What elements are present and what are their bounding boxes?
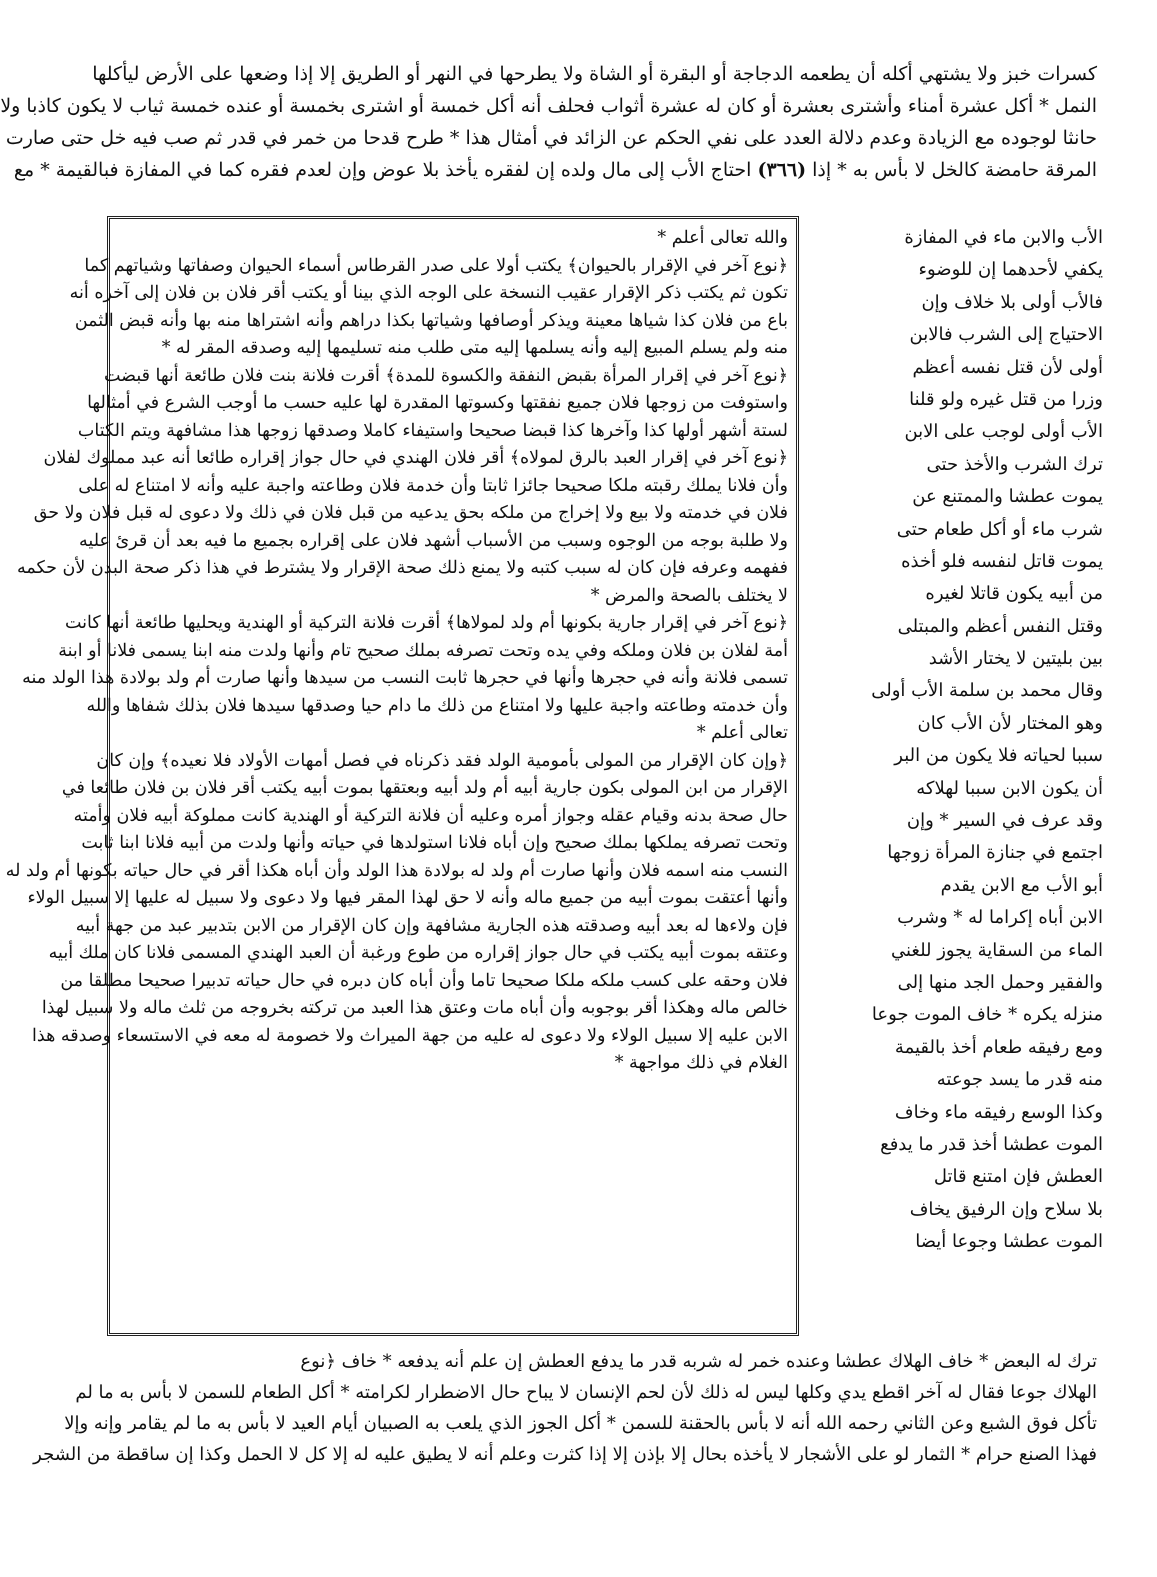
margin-line-20: اجتمع في جنازة المرأة زوجها [887,842,1103,864]
frame-line-12: ولا طلبة بوجه من الوجوه وسبب من الأسباب أشهد فلان على إقراره بجميع ما فيه بعد أن قرئ عليه [79,530,788,551]
frame-line-21: الإقرار من ابن المولى بكون جارية أبيه أم ولد أبيه وبعتقها بموت أبيه يكتب أقر فلان بن فلان طائعا في [61,778,788,798]
frame-line-13: ففهمه وعرفه فإن كان له سبب كتبه ولا يمنع ذلك صحة الإقرار ولا يشترط في هذا ذكر صحة البدن لأن حكمه [16,558,788,578]
margin-line-28: وكذا الوسع رفيقه ماء وخاف [894,1101,1103,1123]
top-line-1: كسرات خبز ولا يشتهي أكله أن يطعمه الدجاجة أو البقرة أو الشاة ولا يطرحها في النهر أو الطريق إلا إذا وضعها على الأرض ليأكلها [92,63,1097,85]
top-line-4-tail: احتاج الأب إلى مال ولده إن لفقره يأخذ بلا عوض وإن لعدم فقره كما في المفازة فبالقيمة * مع [13,159,752,181]
margin-line-25: منزله يكره * خاف الموت جوعا [871,1004,1103,1026]
margin-line-7: الأب أولى لوجب على الابن [904,421,1103,443]
frame-line-28: فلان وحقه على كسب ملكه ملكا صحيحا تاما وأن أباه كان دبره في حال حياته تدبيرا صحيحا مطلقا من [60,970,788,991]
margin-line-12: من أبيه يكون قاتلا لغيره [925,583,1103,605]
frame-line-20: ﴿وإن كان الإقرار من المولى بأمومية الولد فقد ذكرناه في فصل أمهات الأولاد فلا نعيده﴾ وإن كان [96,750,788,771]
margin-line-1: الأب والابن ماء في المفازة [904,227,1103,248]
margin-line-24: والفقير وحمل الجد منها إلى [897,971,1103,993]
frame-line-4: باع من فلان كذا شياها معينة ويذكر أوصافها وشياتها بكذا دراهم وأنه اشتراها منه بها وأنه قبض الثمن [74,310,788,331]
margin-line-4: الاحتياج إلى الشرب فالابن [909,324,1103,346]
frame-line-17: تسمى فلانة وأنه في حجرها وأنها في حجرها ثابت النسب من سيدها وأنها صارت أم ولد بولادة هذا الولد منه [22,668,788,688]
bottom-line-1: ترك له البعض * خاف الهلاك عطشا وعنده خمر له شربه قدر ما يدفع العطش إن علم أنه يدفعه * خاف ﴿نوع [300,1351,1097,1372]
page-number: (٣٦٦) [757,159,807,181]
margin-line-11: يموت قاتل لنفسه فلو أخذه [901,550,1103,572]
margin-line-30: العطش فإن امتنع قاتل [933,1166,1103,1188]
frame-line-29: خالص ماله وهكذا أقر بوجوبه وأن أباه مات وعتق هذا العبد من تركته بخروجه من ثلث ماله ولا سبيل لهذا [41,998,788,1018]
margin-column [805,222,1103,1332]
margin-line-2: يكفي لأحدهما إن للوضوء [918,259,1103,281]
top-line-4-head: المرقة حامضة كالخل لا بأس به * إذا [812,159,1097,181]
margin-line-27: منه قدر ما يسد جوعته [936,1069,1103,1091]
margin-line-15: وقال محمد بن سلمة الأب أولى [871,680,1103,702]
margin-line-10: شرب ماء أو أكل طعام حتى [896,518,1103,540]
frame-line-23: وتحت تصرفه يملكها بملك صحيح وإن أباه فلانا استولدها في حياته وأنها ولدت من أبيه فلانا ابنا ثابت [81,833,788,853]
margin-line-23: الماء من السقاية يجوز للغني [890,939,1103,961]
margin-line-9: يموت عطشا والممتنع عن [912,486,1103,508]
frame-line-30: الابن عليه إلا سبيل الولاء ولا دعوى له عليه من جهة الميراث ولا خصومة له معه في الاستسعاء وصدقه هذا [32,1025,788,1046]
frame-line-1: والله تعالى أعلم * [657,228,788,248]
frame-line-9: ﴿نوع آخر في إقرار العبد بالرق لمولاه﴾ أقر فلان الهندي في حال جواز إقراره طائعا أنه عبد مملوك لفلان [43,448,788,468]
margin-line-16: وهو المختار لأن الأب كان [917,712,1103,734]
frame-line-19: تعالى أعلم * [696,723,788,743]
margin-line-17: سببا لحياته فلا يكون من البر [894,745,1103,767]
margin-line-8: ترك الشرب والأخذ حتى [926,453,1103,475]
bottom-line-2: الهلاك جوعا فقال له آخر اقطع يدي وكلها ليس له ذلك لأن لحم الإنسان لا يباح حال الاضطرار لكرامته * أكل الطعام للسمن لا بأس به ما لم [75,1382,1097,1403]
top-text-block [0,58,1097,186]
margin-line-13: وقتل النفس أعظم والمبتلى [897,615,1103,637]
frame-line-7: واستوفت من زوجها فلان جميع نفقتها وكسوتها المقدرة لها عليه حسب ما أوجب الشرع في أمثالها [87,393,788,413]
frame-line-18: وأن خدمته وطاعته واجبة عليها ولا امتناع من ذلك ما دام حيا وصدقها سيدها فلان بذلك شفاها والله [86,695,788,716]
bottom-line-3: تأكل فوق الشبع وعن الثاني رحمه الله أنه لا بأس بالحقنة للسمن * أكل الجوز الذي يلعب به الصبيان أيام العيد لا بأس به ما لم يقامر وإنه وإلا [64,1413,1097,1434]
bottom-text-block [33,1346,1097,1470]
frame-line-6: ﴿نوع آخر في إقرار المرأة بقبض النفقة والكسوة للمدة﴾ أقرت فلانة بنت فلان طائعة أنها قبضت [103,365,788,386]
frame-line-5: منه ولم يسلم المبيع إليه وأنه يسلمها إليه متى طلب منه تسليمها إليه وصدقه المقر له * [161,338,788,358]
frame-line-2: ﴿نوع آخر في الإقرار بالحيوان﴾ يكتب أولا على صدر القرطاس أسماء الحيوان وصفاتها وشياتهم كما [84,255,788,276]
top-line-4 [13,154,1097,186]
frame-line-11: فلان في خدمته ولا بيع ولا إخراج من ملكه بحق يدعيه من قبل فلان في ذلك ولا دعوى له قبل فلان ولا حق [33,503,788,523]
frame-line-31: الغلام في ذلك مواجهة * [614,1053,788,1073]
top-line-3: حانثا لوجوده مع الزيادة وعدم دلالة العدد على نفي الحكم عن الزائد في أمثال هذا * طرح قدحا من خمر في قدر ثم صب فيه خل حتى صارت [5,127,1097,149]
frame-line-27: وعتقه بموت أبيه يكتب في حال جواز إقراره من طوع ورغبة أن العبد الهندي المسمى فلانا كان ملك أبيه [48,943,788,963]
frame-line-8: لستة أشهر أولها كذا وآخرها كذا قبضا صحيحا واستيفاء كاملا وصدقها زوجها هذا مشافهة ويتم الكتاب [77,420,788,441]
margin-line-18: أن يكون الابن سببا لهلاكه [916,777,1103,799]
frame-line-3: تكون ثم يكتب ذكر الإقرار عقيب النسخة على الوجه الذي بينا أو يكتب أقر فلان بن فلان إلى آخره أنه [69,283,788,303]
margin-line-31: بلا سلاح وإن الرفيق يخاف [909,1198,1103,1220]
frame-line-10: وأن فلانا يملك رقبته ملكا صحيحا جائزا ثابتا وأن خدمة فلان وطاعته واجبة عليه وأنه لا امتناع له على [78,475,788,496]
margin-line-19: وقد عرف في السير * وإن [906,810,1103,832]
top-line-2: النمل * أكل عشرة أمناء وأشترى بعشرة أو كان له عشرة أثواب فحلف أنه أكل خمسة أو اشترى بخمسة أو عنده خمسة ثياب لا يكون كاذبا ولا [0,95,1097,117]
frame-line-24: النسب منه اسمه فلان وأنها صارت أم ولد له بولادة هذا الولد وأن أباه هكذا أقر في حال حياته بكونها أم ولد له [5,860,788,881]
margin-line-3: فالأب أولى بلا خلاف وإن [921,291,1103,313]
margin-line-5: أولى لأن قتل نفسه أعظم [912,356,1103,378]
margin-line-29: الموت عطشا أخذ قدر ما يدفع [880,1133,1103,1155]
frame-line-26: فإن ولاءها له بعد أبيه وصدقته هذه الجارية مشافهة وإن كان الإقرار من الابن بتدبير عبد من جهة أبيه [75,915,788,936]
frame-line-16: أمة لفلان بن فلان وملكه وفي يده وتحت تصرفه بملك صحيح تام وأنها ولدت منه ابنا يسمى فلانا أو ابنة [58,640,788,661]
frame-line-22: حال صحة بدنه وقيام عقله وجواز أمره وعليه أن فلانة التركية أو الهندية كانت مملوكة أبيه فلان وأمته [73,805,788,826]
margin-line-21: أبو الأب مع الابن يقدم [940,874,1103,896]
margin-line-32: الموت عطشا وجوعا أيضا [915,1231,1103,1253]
frame-line-25: وأنها أعتقت بموت أبيه من جميع ماله وأنه لا حق لهذا المقر فيها ولا دعوى ولا سبيل له عليها إلا سبيل الولاء [27,888,788,908]
frame-line-15: ﴿نوع آخر في إقرار جارية بكونها أم ولد لمولاها﴾ أقرت فلانة التركية أو الهندية ويحليها طائعة أنها كانت [64,613,788,633]
main-text-frame [5,216,799,1336]
frame-lines [5,225,788,1327]
margin-line-22: الابن أباه إكراما له * وشرب [897,907,1103,929]
margin-line-26: ومع رفيقه طعام أخذ بالقيمة [894,1036,1103,1058]
margin-line-6: وزرا من قتل غيره ولو قلنا [909,388,1103,410]
bottom-line-4: فهذا الصنع حرام * الثمار لو على الأشجار لا يأخذه بحال إلا بإذن إلا إذا كثرت وعلم أنه لا يطيق عليه له إلا كل لا الحمل وكذا إن ساقطة من الشجر [33,1444,1097,1465]
margin-line-14: بين بليتين لا يختار الأشد [928,648,1103,670]
frame-line-14: لا يختلف بالصحة والمرض * [590,585,788,606]
